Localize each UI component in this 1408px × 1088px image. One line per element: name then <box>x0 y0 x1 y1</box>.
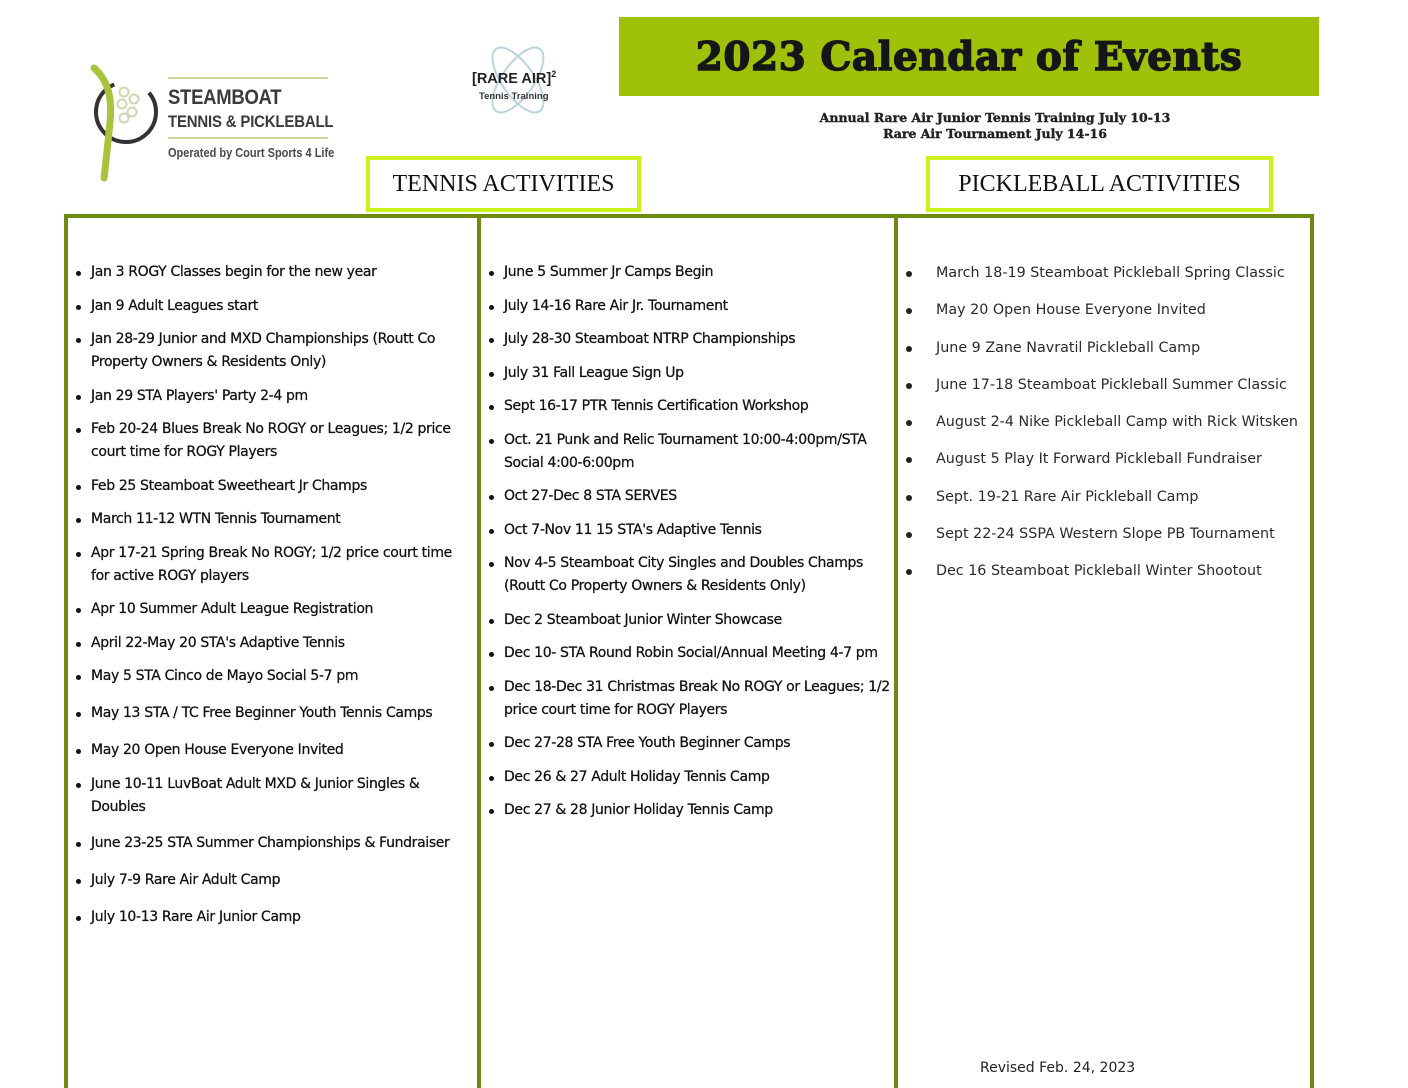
list-item: May 20 Open House Everyone Invited <box>72 739 474 762</box>
pickleball-activities-header: PICKLEBALL ACTIVITIES <box>926 156 1273 212</box>
list-item: March 18-19 Steamboat Pickleball Spring Classic <box>902 262 1302 285</box>
logo-name-line1: STEAMBOAT <box>168 86 282 109</box>
list-item: July 28-30 Steamboat NTRP Championships <box>485 328 890 351</box>
list-item: May 20 Open House Everyone Invited <box>902 299 1302 322</box>
list-item: Jan 28-29 Junior and MXD Championships (Routt Co Property Owners & Residents Only) <box>72 328 474 374</box>
list-item: Dec 27 & 28 Junior Holiday Tennis Camp <box>485 799 890 822</box>
list-item: June 17-18 Steamboat Pickleball Summer Classic <box>902 374 1302 397</box>
pickleball-events-list <box>902 262 1302 598</box>
list-item: Dec 26 & 27 Adult Holiday Tennis Camp <box>485 766 890 789</box>
subtitle <box>760 110 1230 142</box>
subtitle-line: Rare Air Tournament July 14-16 <box>883 126 1107 141</box>
title-banner <box>619 17 1319 96</box>
tennis-events-list-1 <box>72 261 474 939</box>
revised-date: Revised Feb. 24, 2023 <box>980 1060 1136 1076</box>
list-item: June 10-11 LuvBoat Adult MXD & Junior Singles & Doubles <box>72 773 474 819</box>
list-item: Jan 9 Adult Leagues start <box>72 295 474 318</box>
rare-air-subtitle: Tennis Training <box>479 91 549 102</box>
list-item: August 2-4 Nike Pickleball Camp with Rick Witsken <box>902 411 1302 434</box>
logo-divider <box>168 137 328 139</box>
list-item: Sept 22-24 SSPA Western Slope PB Tournament <box>902 523 1302 546</box>
logo-tagline: Operated by Court Sports 4 Life <box>168 146 335 160</box>
list-item: July 7-9 Rare Air Adult Camp <box>72 869 474 892</box>
list-item: July 14-16 Rare Air Jr. Tournament <box>485 295 890 318</box>
subtitle-line: Annual Rare Air Junior Tennis Training July 10-13 <box>819 110 1171 125</box>
list-item: May 5 STA Cinco de Mayo Social 5-7 pm <box>72 665 474 688</box>
list-item: Sept. 19-21 Rare Air Pickleball Camp <box>902 486 1302 509</box>
tennis-column-1 <box>68 218 481 1088</box>
list-item: Dec 16 Steamboat Pickleball Winter Shootout <box>902 560 1302 583</box>
list-item: May 13 STA / TC Free Beginner Youth Tennis Camps <box>72 702 474 725</box>
list-item: Dec 18-Dec 31 Christmas Break No ROGY or Leagues; 1/2 price court time for ROGY Players <box>485 676 890 722</box>
list-item: Dec 10- STA Round Robin Social/Annual Meeting 4-7 pm <box>485 642 890 665</box>
list-item: March 11-12 WTN Tennis Tournament <box>72 508 474 531</box>
list-item: Oct 27-Dec 8 STA SERVES <box>485 485 890 508</box>
list-item: August 5 Play It Forward Pickleball Fundraiser <box>902 448 1302 471</box>
list-item: Oct 7-Nov 11 15 STA's Adaptive Tennis <box>485 519 890 542</box>
tennis-column-2 <box>481 218 898 1088</box>
list-item: July 31 Fall League Sign Up <box>485 362 890 385</box>
list-item: Sept 16-17 PTR Tennis Certification Workshop <box>485 395 890 418</box>
list-item: Apr 10 Summer Adult League Registration <box>72 598 474 621</box>
pickleball-column <box>898 218 1310 1088</box>
list-item: Feb 20-24 Blues Break No ROGY or Leagues; 1/2 price court time for ROGY Players <box>72 418 474 464</box>
rare-air-logo <box>462 42 582 120</box>
steamboat-tennis-pickleball-logo <box>88 62 348 182</box>
list-item: June 23-25 STA Summer Championships & Fundraiser <box>72 832 474 855</box>
list-item: Dec 27-28 STA Free Youth Beginner Camps <box>485 732 890 755</box>
list-item: Feb 25 Steamboat Sweetheart Jr Champs <box>72 475 474 498</box>
list-item: June 5 Summer Jr Camps Begin <box>485 261 890 284</box>
list-item: Oct. 21 Punk and Relic Tournament 10:00-4:00pm/STA Social 4:00-6:00pm <box>485 429 890 475</box>
list-item: Dec 2 Steamboat Junior Winter Showcase <box>485 609 890 632</box>
list-item: June 9 Zane Navratil Pickleball Camp <box>902 337 1302 360</box>
rare-air-title: [RARE AIR]$^2$ <box>472 69 557 87</box>
list-item: Apr 17-21 Spring Break No ROGY; 1/2 price court time for active ROGY players <box>72 542 474 588</box>
events-table <box>64 214 1314 1088</box>
list-item: Nov 4-5 Steamboat City Singles and Doubles Champs (Routt Co Property Owners & Residents Only) <box>485 552 890 598</box>
logo-name-line2: TENNIS & PICKLEBALL <box>168 112 334 131</box>
list-item: April 22-May 20 STA's Adaptive Tennis <box>72 632 474 655</box>
racquet-ball-icon <box>88 62 168 182</box>
list-item: Jan 29 STA Players' Party 2-4 pm <box>72 385 474 408</box>
list-item: July 10-13 Rare Air Junior Camp <box>72 906 474 929</box>
logo-divider <box>168 77 328 79</box>
page-title: 2023 Calendar of Events <box>695 33 1243 80</box>
list-item: Jan 3 ROGY Classes begin for the new year <box>72 261 474 284</box>
tennis-events-list-2 <box>485 261 890 833</box>
tennis-activities-header: TENNIS ACTIVITIES <box>366 156 641 212</box>
